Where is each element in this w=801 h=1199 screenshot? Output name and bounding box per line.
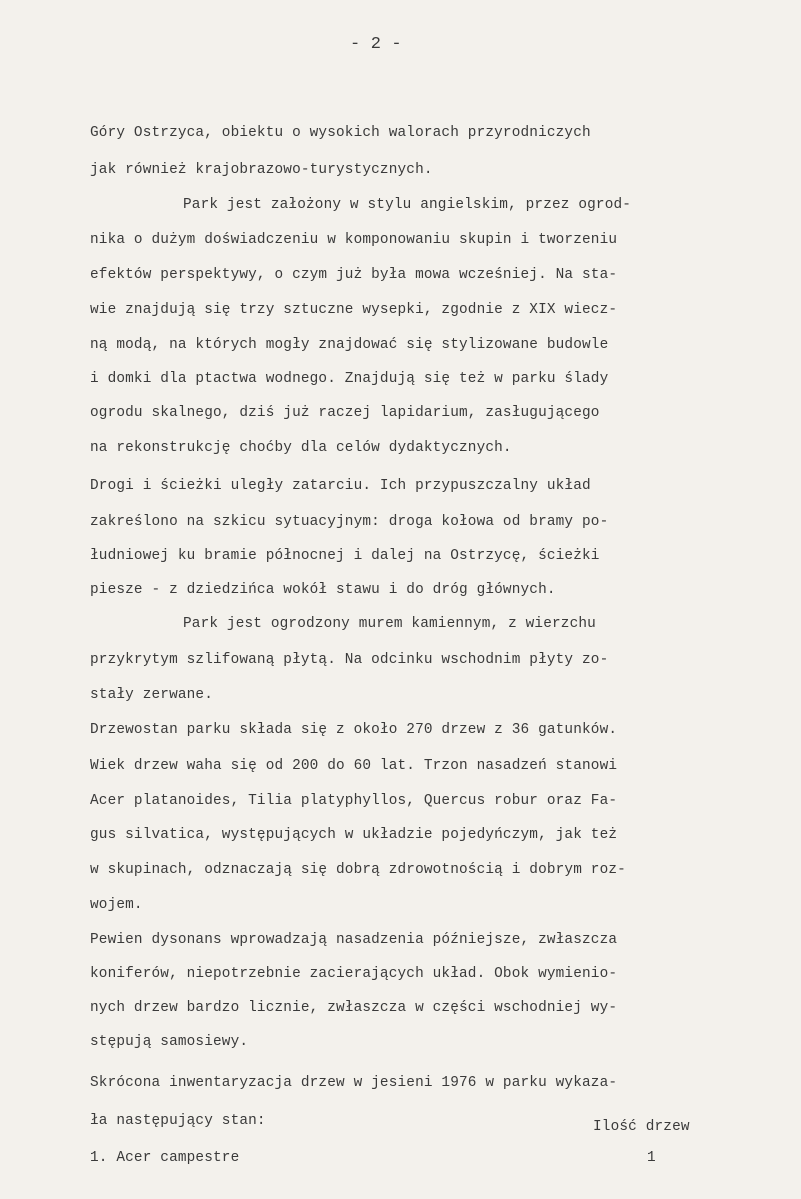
text-line: Wiek drzew waha się od 200 do 60 lat. Trzon nasadzeń stanowi [90,758,618,774]
text-line: łudniowej ku bramie północnej i dalej na Ostrzycę, ścieżki [90,548,600,564]
text-line: nych drzew bardzo licznie, zwłaszcza w części wschodniej wy- [90,1000,618,1016]
text-line: nika o dużym doświadczeniu w komponowaniu skupin i tworzeniu [90,232,618,248]
text-line: na rekonstrukcję choćby dla celów dydaktycznych. [90,440,512,456]
text-line: Drzewostan parku składa się z około 270 drzew z 36 gatunków. [90,722,618,738]
list-item: 1. Acer campestre [90,1150,240,1166]
text-line: przykrytym szlifowaną płytą. Na odcinku wschodnim płyty zo- [90,652,609,668]
text-line: Skrócona inwentaryzacja drzew w jesieni 1976 w parku wykaza- [90,1075,618,1091]
text-line: wojem. [90,897,143,913]
text-line: gus silvatica, występujących w układzie pojedyńczym, jak też [90,827,618,843]
text-line: efektów perspektywy, o czym już była mowa wcześniej. Na sta- [90,267,618,283]
text-line: i domki dla ptactwa wodnego. Znajdują się też w parku ślady [90,371,609,387]
text-line: stępują samosiewy. [90,1034,249,1050]
text-line: wie znajdują się trzy sztuczne wysepki, zgodnie z XIX wiecz- [90,302,618,318]
tree-count-value: 1 [647,1150,656,1166]
text-line: jak również krajobrazowo-turystycznych. [90,162,433,178]
text-line: Park jest założony w stylu angielskim, przez ogrod- [183,197,632,213]
text-line: zakreślono na szkicu sytuacyjnym: droga kołowa od bramy po- [90,514,609,530]
column-header-tree-count: Ilość drzew [593,1119,690,1135]
text-line: Drogi i ścieżki uległy zatarciu. Ich przypuszczalny układ [90,478,591,494]
text-line: Park jest ogrodzony murem kamiennym, z wierzchu [183,616,596,632]
text-line: Acer platanoides, Tilia platyphyllos, Quercus robur oraz Fa- [90,793,618,809]
text-line: piesze - z dziedzińca wokół stawu i do dróg głównych. [90,582,556,598]
text-line: koniferów, niepotrzebnie zacierających układ. Obok wymienio- [90,966,618,982]
text-line: Pewien dysonans wprowadzają nasadzenia późniejsze, zwłaszcza [90,932,618,948]
text-line: stały zerwane. [90,687,214,703]
text-line: w skupinach, odznaczają się dobrą zdrowotnością i dobrym roz- [90,862,626,878]
page-number: - 2 - [350,35,402,54]
text-line: Góry Ostrzyca, obiektu o wysokich walorach przyrodniczych [90,125,591,141]
text-line: ogrodu skalnego, dziś już raczej lapidarium, zasługującego [90,405,600,421]
text-line: ną modą, na których mogły znajdować się stylizowane budowle [90,337,609,353]
text-line: ła następujący stan: [90,1113,266,1129]
